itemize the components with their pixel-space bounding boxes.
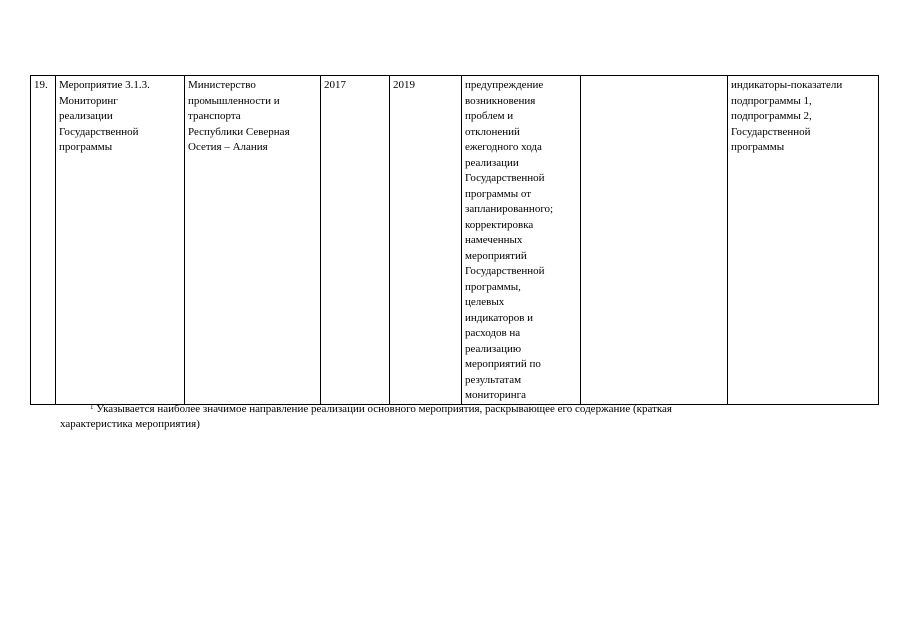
event-name: Мероприятие 3.1.3. Мониторинг реализации Государственной программы (59, 79, 150, 153)
footnote-line-2: характеристика мероприятия) (60, 418, 200, 430)
start-year-cell (321, 76, 390, 405)
event-name-cell (56, 76, 185, 405)
executor: Министерство промышленности и транспорта Республики Северная Осетия – Алания (188, 79, 290, 153)
expected-result-cell (462, 76, 581, 405)
executor-cell (185, 76, 321, 405)
indicators-cell (728, 76, 879, 405)
row-number-cell (31, 76, 56, 405)
consequences-cell (581, 76, 728, 405)
end-year-cell (390, 76, 462, 405)
footnote-marker: 1 (90, 403, 94, 411)
footnote (60, 402, 820, 432)
program-events-table (30, 75, 879, 405)
row-number: 19. (34, 79, 48, 91)
table-row (31, 76, 879, 405)
start-year: 2017 (324, 79, 346, 91)
footnote-line-1 (60, 402, 820, 417)
indicators: индикаторы-показатели подпрограммы 1, подпрограммы 2, Государственной программы (731, 79, 843, 153)
end-year: 2019 (393, 79, 415, 91)
expected-result: предупреждение возникновения проблем и отклонений ежегодного хода реализации Государственной программы от запланированного; корректировка намеченных мероприятий Государственной программы, целевых индикаторов и расходов на реализацию мероприятий по результатам мониторинга (465, 79, 554, 401)
footnote-text-1: Указывается наиболее значимое направление реализации основного мероприятия, раскрывающее его содержание (краткая (96, 403, 672, 415)
